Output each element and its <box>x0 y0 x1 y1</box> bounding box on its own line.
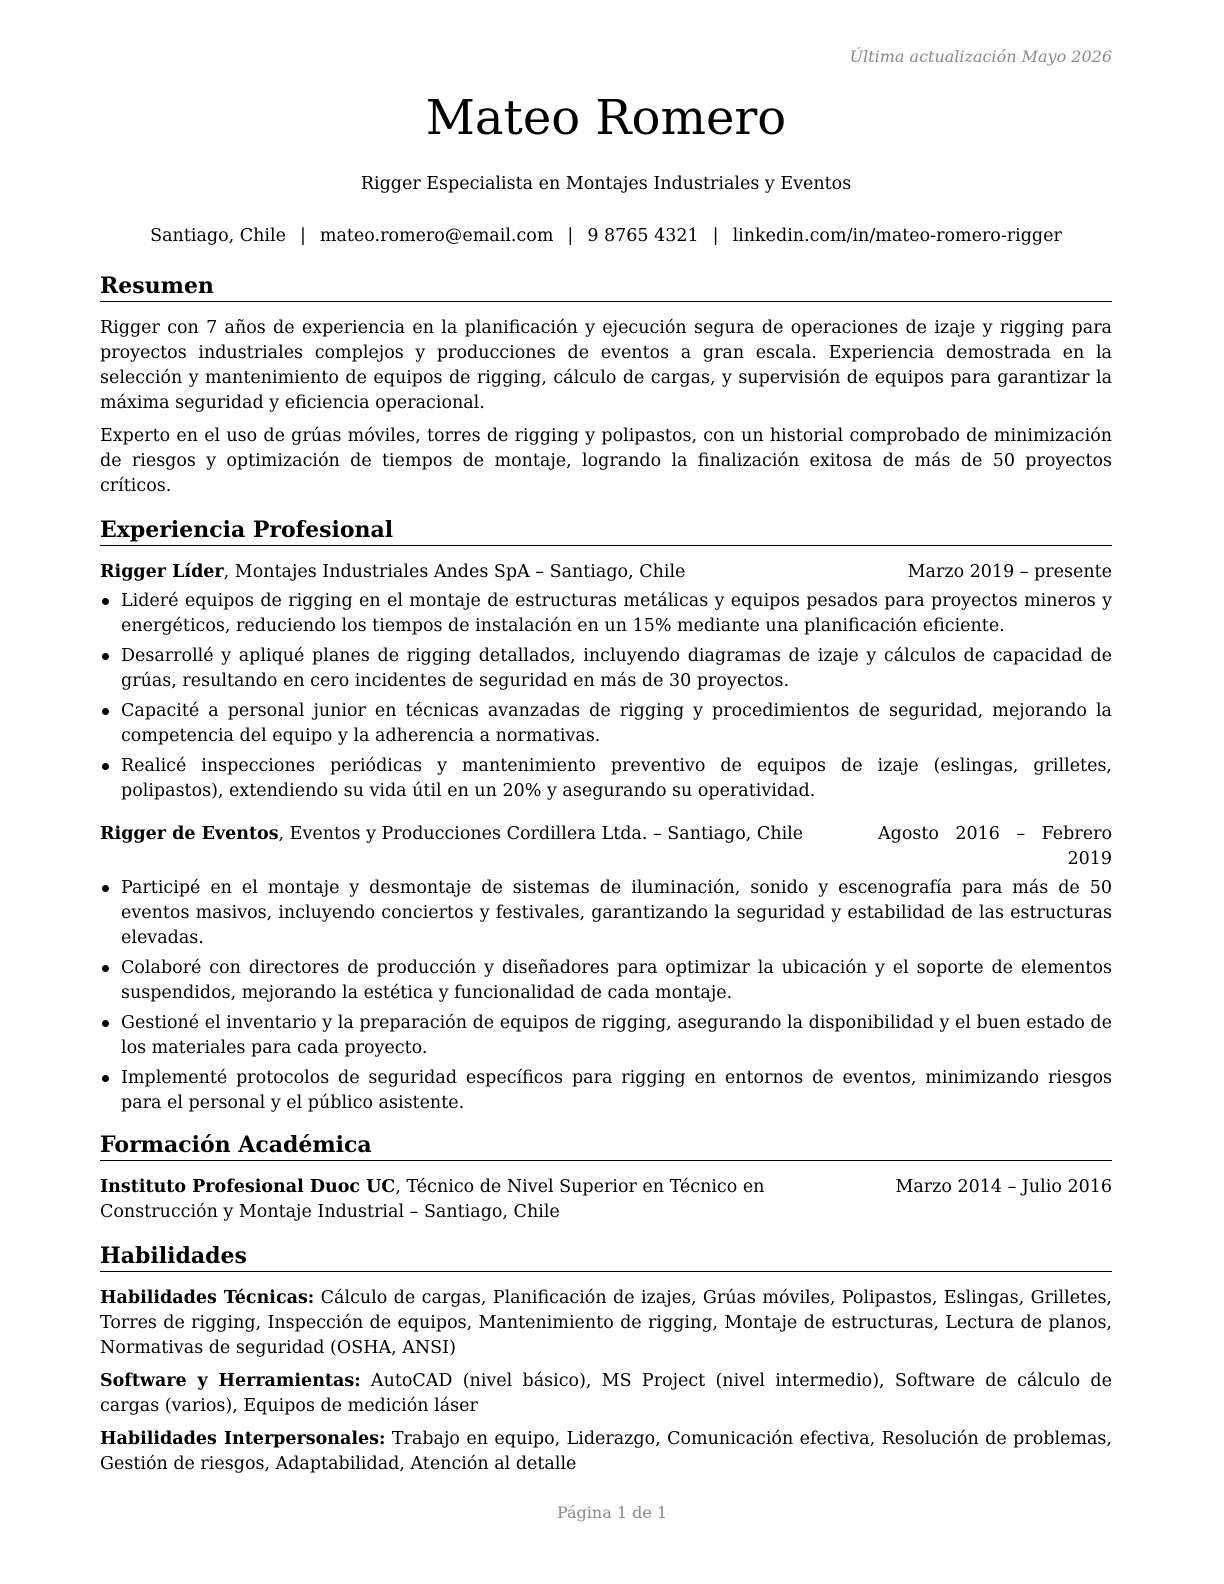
education-dates: Marzo 2014 – Julio 2016 <box>895 1177 1112 1197</box>
job-role: Rigger de Eventos <box>100 824 279 844</box>
page-number: Página 1 de 1 <box>556 1503 668 1522</box>
list-item: Realicé inspecciones periódicas y mantenimiento preventivo de equipos de izaje (eslingas, grilletes, polipastos), extendiendo su vida útil en un 20% y asegurando su operatividad. <box>100 754 1112 804</box>
skill-group <box>100 1427 1112 1477</box>
education-degree: , Técnico de Nivel Superior en Técnico en Construcción y Montaje Industrial – Santiago, Chile <box>100 1177 765 1222</box>
list-item: Implementé protocolos de seguridad específicos para rigging en entornos de eventos, minimizando riesgos para el personal y el público asistente. <box>100 1066 1112 1116</box>
education-details <box>100 1175 880 1225</box>
contact-line <box>100 224 1112 249</box>
skill-group-label: Habilidades Interpersonales: <box>100 1429 386 1449</box>
skills-list <box>100 1286 1112 1477</box>
skill-group-text: Trabajo en equipo, Liderazgo, Comunicación efectiva, Resolución de problemas, Gestión de riesgos, Adaptabilidad, Atención al detalle <box>100 1429 1112 1474</box>
skill-group <box>100 1369 1112 1419</box>
list-item: Capacité a personal junior en técnicas avanzadas de rigging y procedimientos de seguridad, mejorando la competencia del equipo y la adherencia a normativas. <box>100 699 1112 749</box>
job-header <box>100 560 1112 585</box>
list-item: Gestioné el inventario y la preparación de equipos de rigging, asegurando la disponibilidad y el buen estado de los materiales para cada proyecto. <box>100 1011 1112 1061</box>
skill-group-text: Cálculo de cargas, Planificación de izajes, Grúas móviles, Polipastos, Eslingas, Grilletes, Torres de rigging, Inspección de equipos, Mantenimiento de rigging, Montaje de estructuras, Lectura de planos, Normativas de seguridad (OSHA, ANSI) <box>100 1288 1112 1358</box>
contact-linkedin[interactable]: linkedin.com/in/mateo-romero-rigger <box>732 226 1062 246</box>
skill-group-label: Software y Herramientas: <box>100 1371 361 1391</box>
list-item: Lideré equipos de rigging en el montaje de estructuras metálicas y equipos pesados para proyectos mineros y energéticos, reduciendo los tiempos de instalación en un 15% mediante una planificación eficiente. <box>100 589 1112 639</box>
skill-group-label: Habilidades Técnicas: <box>100 1288 315 1308</box>
skill-group-text: AutoCAD (nivel básico), MS Project (nivel intermedio), Software de cálculo de cargas (varios), Equipos de medición láser <box>100 1371 1112 1416</box>
contact-email[interactable]: mateo.romero@email.com <box>319 226 554 246</box>
contact-separator: | <box>712 226 719 246</box>
job-bullets <box>100 876 1112 1116</box>
section-title-experience: Experiencia Profesional <box>100 517 1112 546</box>
contact-separator: | <box>567 226 574 246</box>
section-title-education: Formación Académica <box>100 1132 1112 1161</box>
list-item: Participé en el montaje y desmontaje de sistemas de iluminación, sonido y escenografía para más de 50 eventos masivos, incluyendo conciertos y festivales, garantizando la seguridad y estabilidad de las estructuras elevadas. <box>100 876 1112 951</box>
contact-phone: 9 8765 4321 <box>587 226 699 246</box>
contact-separator: | <box>299 226 306 246</box>
job-title-line <box>100 822 803 872</box>
candidate-name: Mateo Romero <box>425 90 787 146</box>
candidate-subtitle: Rigger Especialista en Montajes Industriales y Eventos <box>360 174 852 194</box>
contact-location: Santiago, Chile <box>150 226 286 246</box>
job-dates: Agosto 2016 – Febrero 2019 <box>878 824 1112 869</box>
list-item: Colaboré con directores de producción y diseñadores para optimizar la ubicación y el soporte de elementos suspendidos, mejorando la estética y funcionalidad de cada montaje. <box>100 956 1112 1006</box>
job-company: , Montajes Industriales Andes SpA – Santiago, Chile <box>223 562 686 582</box>
job-company: , Eventos y Producciones Cordillera Ltda. – Santiago, Chile <box>278 824 804 844</box>
resume-page <box>100 40 1112 1477</box>
job-title-line <box>100 560 685 585</box>
section-title-skills: Habilidades <box>100 1243 1112 1272</box>
skill-group <box>100 1286 1112 1361</box>
summary-paragraph: Rigger con 7 años de experiencia en la planificación y ejecución segura de operaciones de izaje y rigging para proyectos industriales complejos y producciones de eventos a gran escala. Experiencia demostrada en la selección y mantenimiento de equipos de rigging, cálculo de cargas, y supervisión de equipos para garantizar la máxima seguridad y eficiencia operacional. <box>100 318 1112 413</box>
education-entry <box>100 1175 1112 1225</box>
job-role: Rigger Líder <box>100 562 224 582</box>
summary-paragraph: Experto en el uso de grúas móviles, torres de rigging y polipastos, con un historial comprobado de minimización de riesgos y optimización de tiempos de montaje, logrando la finalización exitosa de más de 50 proyectos críticos. <box>100 426 1112 496</box>
list-item: Desarrollé y apliqué planes de rigging detallados, incluyendo diagramas de izaje y cálculos de capacidad de grúas, resultando en cero incidentes de seguridad en más de 30 proyectos. <box>100 644 1112 694</box>
job-bullets <box>100 589 1112 804</box>
job-header <box>100 822 1112 872</box>
education-institution: Instituto Profesional Duoc UC <box>100 1177 396 1197</box>
last-updated: Última actualización Mayo 2026 <box>849 47 1112 66</box>
job-dates: Marzo 2019 – presente <box>907 562 1112 582</box>
section-title-summary: Resumen <box>100 273 1112 302</box>
